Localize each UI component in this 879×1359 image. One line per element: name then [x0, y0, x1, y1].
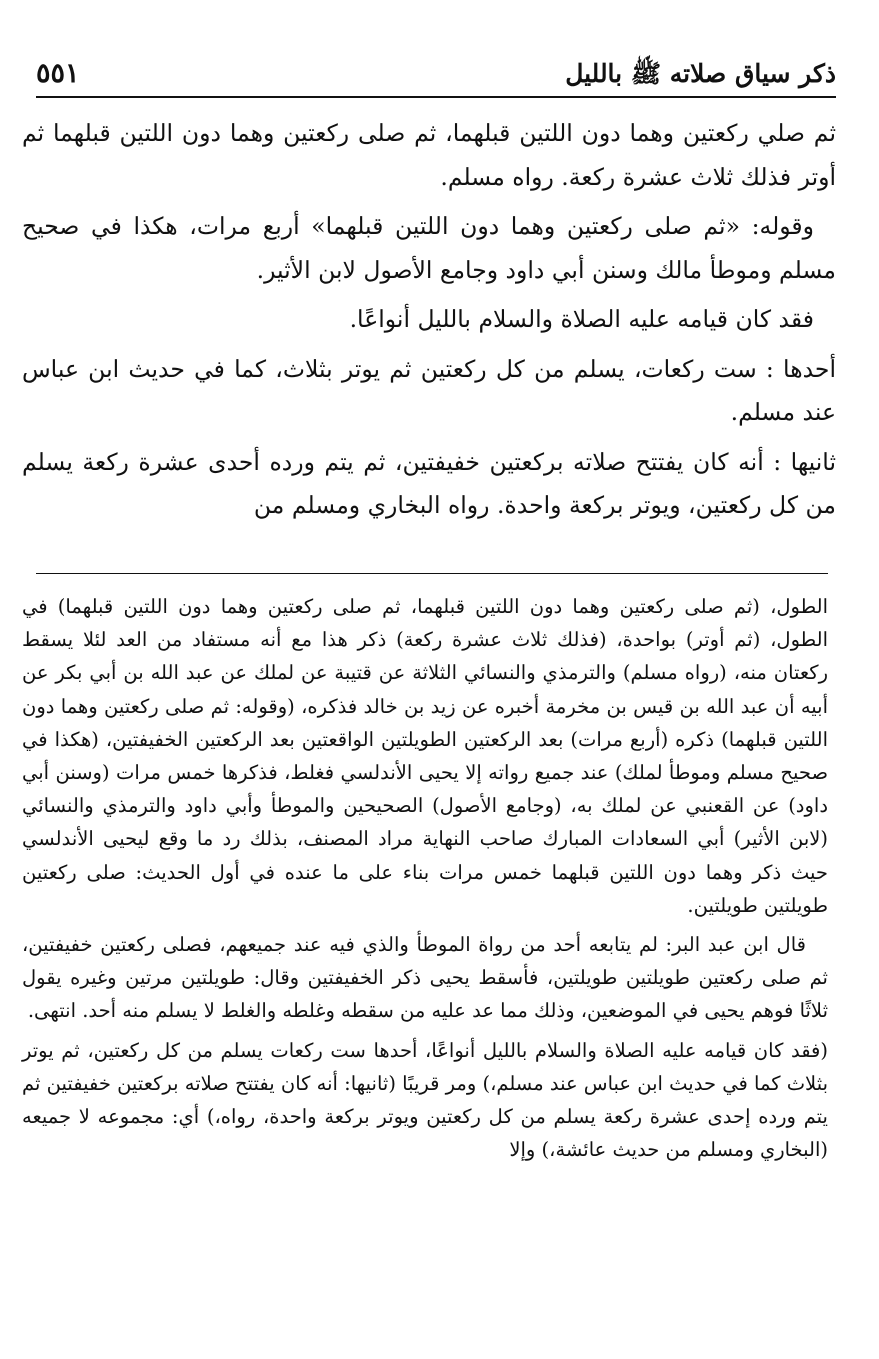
running-title: ذكر سياق صلاته ﷺ بالليل	[565, 59, 836, 88]
page-header	[36, 56, 836, 98]
commentary-paragraph-1: الطول، (ثم صلى ركعتين وهما دون اللتين قبلهما، ثم صلى ركعتين وهما دون اللتين قبلهما) في الطول، (ثم أوتر) بواحدة، (فذلك ثلاث عشرة ركعة) ذكر هذا مع أنه مستفاد من العد لئلا يسقط ركعتان منه، (رواه مسلم) والترمذي والنسائي الثلاثة عن قتيبة عن لملك عن عبد الله بن أبي بكر عن أبيه أن عبد الله بن قيس بن مخرمة أخبره عن زيد بن خالد فذكره، (وقوله: ثم صلى ركعتين وهما دون اللتين قبلهما) ذكره (أربع مرات) بعد الركعتين الطويلتين الواقعتين بعد الركعتين الخفيفتين، (هكذا في صحيح مسلم وموطأ لملك) عند جميع رواته إلا يحيى الأندلسي فغلط، فذكرها خمس مرات (وسنن أبي داود) عن القعنبي عن لملك به، (وجامع الأصول) الصحيحين والموطأ وأبي داود والترمذي والنسائي (لابن الأثير) أبي السعادات المبارك صاحب النهاية مراد المصنف، بذلك رد ما وقع ليحيى الأندلسي حيث ذكر وهما دون اللتين قبلهما خمس مرات بناء على ما عنده في أول الحديث: صلى ركعتين طويلتين طويلتين.	[22, 595, 828, 917]
commentary-paragraph-2: قال ابن عبد البر: لم يتابعه أحد من رواة الموطأ والذي فيه عند جميعهم، فصلى ركعتين خفيفتين، ثم صلى ركعتين طويلتين طويلتين، فأسقط يحيى ذكر الخفيفتين وقال: طويلتين مرتين وغيره يقول ثلاثًا فوهم يحيى في الموضعين، وذلك مما عد عليه من سقطه وغلطه والغلط لا يسلم منه أحد. انتهى.	[22, 933, 828, 1023]
main-paragraph-1: ثم صلي ركعتين وهما دون اللتين قبلهما، ثم صلى ركعتين وهما دون اللتين قبلهما ثم أوتر فذلك ثلاث عشرة ركعة. رواه مسلم.	[22, 119, 836, 191]
footnote-separator	[36, 573, 828, 574]
commentary-text	[22, 590, 828, 1172]
main-paragraph-5: ثانيها : أنه كان يفتتح صلاته بركعتين خفيفتين، ثم يتم ورده أحدى عشرة ركعة يسلم من كل ركعتين، ويوتر بركعة واحدة. رواه البخاري ومسلم من	[22, 447, 836, 519]
main-text	[22, 112, 836, 534]
commentary-paragraph-3: (فقد كان قيامه عليه الصلاة والسلام بالليل أنواعًا، أحدها ست ركعات يسلم من كل ركعتين، ثم يوتر بثلاث كما في حديث ابن عباس عند مسلم،) ومر قريبًا (ثانيها: أنه كان يفتتح صلاته بركعتين خفيفتين ثم يتم ورده إحدى عشرة ركعة يسلم من كل ركعتين ويوتر بركعة واحدة، رواه،) أي: مجموعه لا جميعه (البخاري ومسلم من حديث عائشة،) وإلا	[22, 1038, 828, 1162]
main-paragraph-4: أحدها : ست ركعات، يسلم من كل ركعتين ثم يوتر بثلاث، كما في حديث ابن عباس عند مسلم.	[22, 354, 836, 426]
page-number: ٥٥١	[36, 58, 80, 89]
main-paragraph-2: وقوله: «ثم صلى ركعتين وهما دون اللتين قبلهما» أربع مرات، هكذا في صحيح مسلم وموطأ مالك وسنن أبي داود وجامع الأصول لابن الأثير.	[22, 212, 836, 284]
main-paragraph-3: فقد كان قيامه عليه الصلاة والسلام بالليل أنواعًا.	[349, 305, 814, 333]
